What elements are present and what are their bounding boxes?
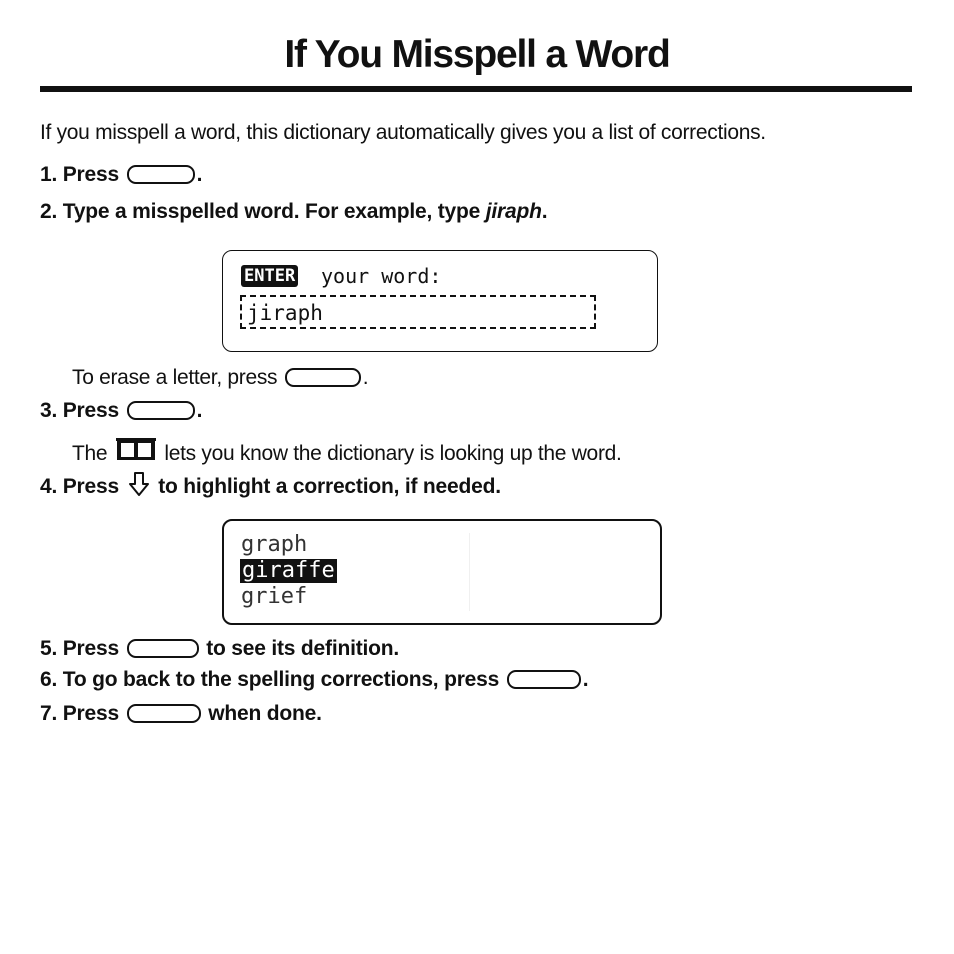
step-6-text: 6. To go back to the spelling corrections, press [40,668,500,691]
key-button [507,670,581,689]
step-4 [40,472,501,503]
step-2 [40,199,547,225]
key-button [127,704,201,723]
enter-badge: ENTER [241,265,298,287]
lcd-screen-entry [222,250,658,352]
key-button [127,165,195,184]
step-2-text: 2. Type a misspelled word. For example, type [40,200,486,223]
book-icon [116,438,156,469]
step-3-end: . [196,399,203,422]
erase-note-text: To erase a letter, press [72,366,278,389]
step-2-end: . [541,200,548,223]
step-7 [40,701,322,727]
key-button [127,401,195,420]
step-3-text: 3. Press [40,399,119,422]
down-arrow-icon [129,472,149,503]
step-5-end: to see its definition. [206,637,400,660]
book-note-end: lets you know the dictionary is looking up the word. [164,442,622,465]
correction-item: graph [241,532,308,557]
step-1-end: . [196,163,203,186]
step-7-end: when done. [208,702,322,725]
intro-text: If you misspell a word, this dictionary automatically gives you a list of corrections. [40,121,766,144]
step-4-end: to highlight a correction, if needed. [158,475,501,498]
step-1 [40,162,202,188]
erase-note [72,365,368,391]
step-6 [40,667,588,693]
key-button [285,368,361,387]
step-1-text: 1. Press [40,163,119,186]
step-5 [40,636,399,662]
word-input-value: jiraph [247,301,323,325]
erase-note-end: . [362,366,369,389]
correction-item-selected: giraffe [242,558,335,583]
book-note [72,438,622,469]
step-2-example: jiraph [485,200,542,223]
step-3 [40,398,202,424]
book-note-text: The [72,442,108,465]
step-6-end: . [582,668,589,691]
screen-divider [469,533,470,611]
lcd-screen-corrections [222,519,662,625]
word-input-field [240,295,596,329]
page-title: If You Misspell a Word [284,33,670,76]
key-button [127,639,199,658]
step-7-text: 7. Press [40,702,119,725]
step-5-text: 5. Press [40,637,119,660]
step-4-text: 4. Press [40,475,119,498]
correction-item: grief [241,584,308,609]
title-divider [40,86,912,92]
entry-prompt: your word: [321,264,442,288]
